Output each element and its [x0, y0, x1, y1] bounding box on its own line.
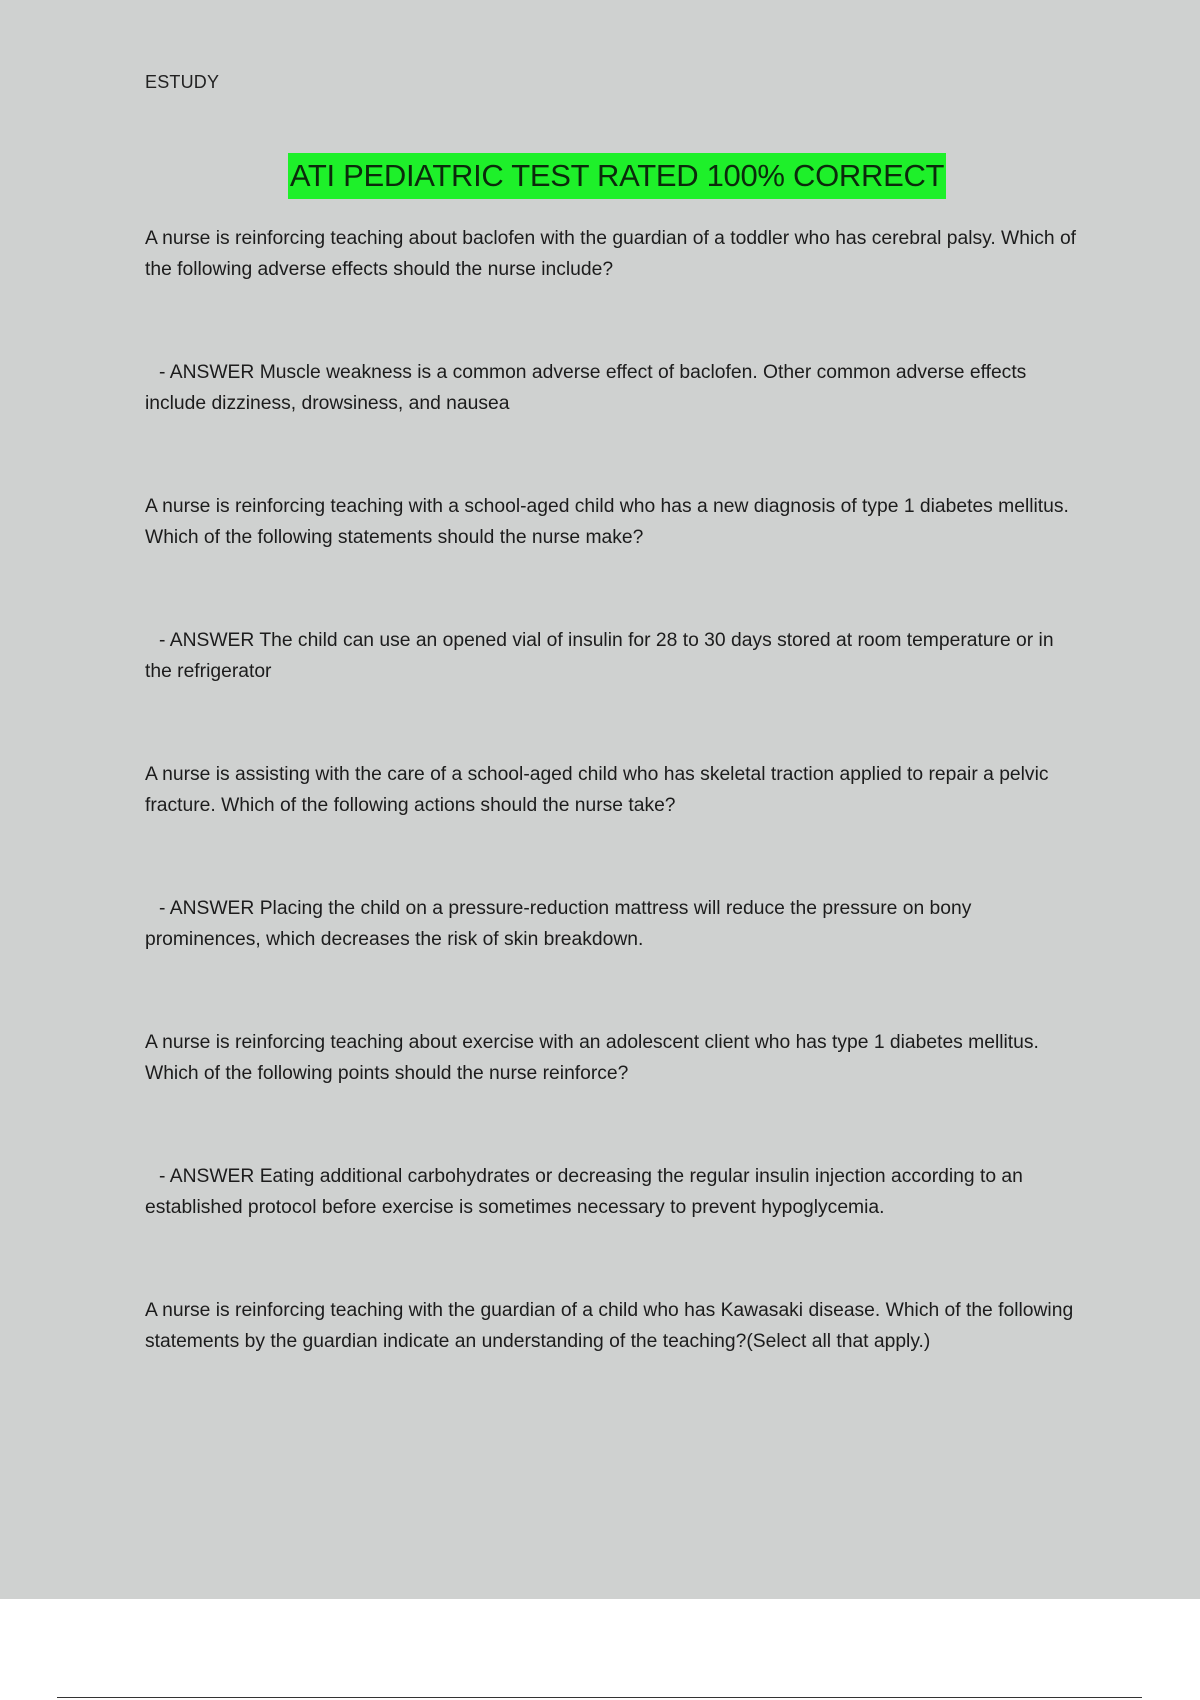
- document-title: ATI PEDIATRIC TEST RATED 100% CORRECT: [288, 153, 946, 199]
- page-header: ESTUDY: [145, 72, 220, 92]
- question-text: A nurse is reinforcing teaching about baclofen with the guardian of a toddler who has cerebral palsy. Which of the following adverse effects should the nurse include?: [145, 228, 1077, 280]
- question-text: A nurse is assisting with the care of a school-aged child who has skeletal traction applied to repair a pelvic fracture. Which of the following actions should the nurse take?: [145, 764, 1049, 816]
- answer-text: [145, 1161, 1080, 1223]
- answer-text: [145, 893, 1080, 955]
- answer-body: - ANSWER Eating additional carbohydrates or decreasing the regular insulin injection according to an established protocol before exercise is sometimes necessary to prevent hypoglycemia.: [145, 1166, 1023, 1218]
- answer-body: - ANSWER Muscle weakness is a common adverse effect of baclofen. Other common adverse effects include dizziness, drowsiness, and nausea: [145, 362, 1027, 414]
- question-text: A nurse is reinforcing teaching with a school-aged child who has a new diagnosis of type 1 diabetes mellitus. Which of the following statements should the nurse make?: [145, 496, 1069, 548]
- answer-text: [145, 625, 1080, 687]
- qa-list: [145, 223, 1080, 1357]
- title-container: [0, 153, 1200, 199]
- question-text: A nurse is reinforcing teaching about exercise with an adolescent client who has type 1 diabetes mellitus. Which of the following points should the nurse reinforce?: [145, 1032, 1039, 1084]
- question-text: A nurse is reinforcing teaching with the guardian of a child who has Kawasaki disease. Which of the following statements by the guardian indicate an understanding of the teaching?(Select all that apply.): [145, 1300, 1074, 1352]
- answer-body: - ANSWER Placing the child on a pressure-reduction mattress will reduce the pressure on bony prominences, which decreases the risk of skin breakdown.: [145, 898, 972, 950]
- footer-divider: [57, 1697, 1142, 1698]
- answer-body: - ANSWER The child can use an opened vial of insulin for 28 to 30 days stored at room temperature or in the refrigerator: [145, 630, 1054, 682]
- answer-text: [145, 357, 1080, 419]
